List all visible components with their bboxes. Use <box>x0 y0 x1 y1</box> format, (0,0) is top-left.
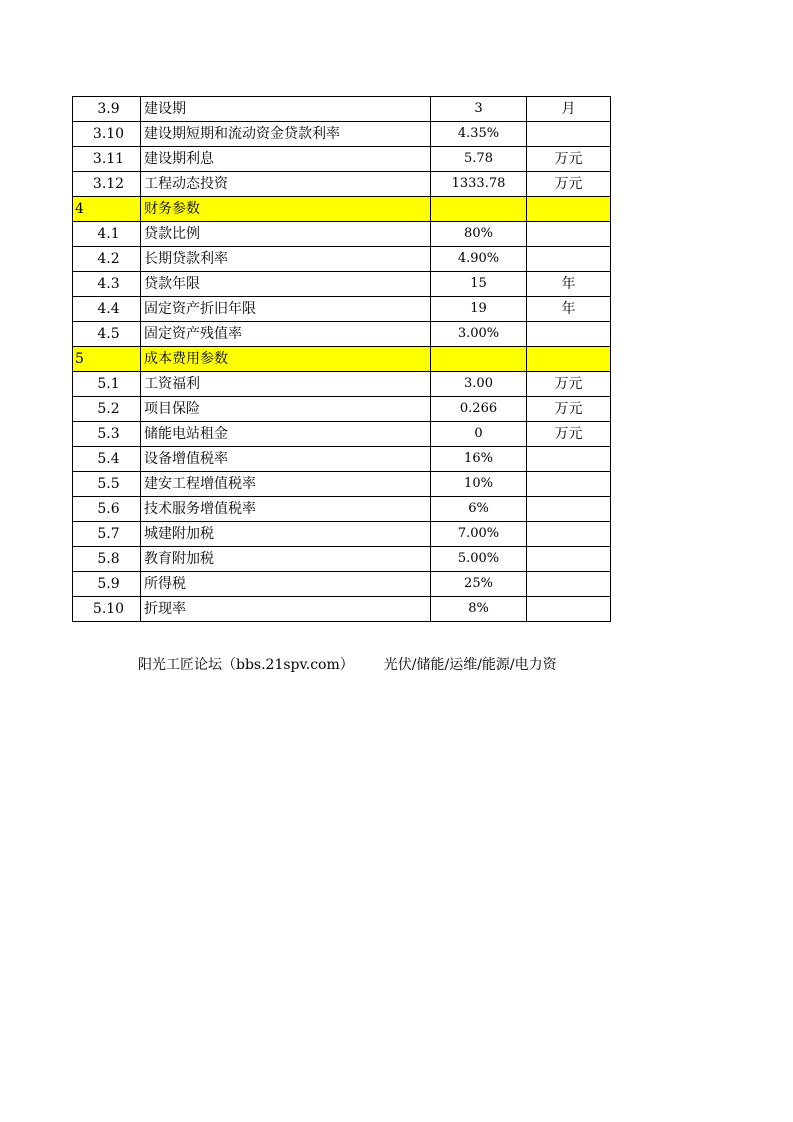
parameter-name-cell: 成本费用参数 <box>141 347 431 372</box>
parameter-name-cell: 技术服务增值税率 <box>141 497 431 522</box>
unit-cell: 万元 <box>527 397 611 422</box>
parameter-name-cell: 贷款比例 <box>141 222 431 247</box>
table-row <box>73 172 611 197</box>
unit-cell: 万元 <box>527 147 611 172</box>
parameter-value-cell: 5.78 <box>431 147 527 172</box>
table-row <box>73 397 611 422</box>
parameter-name-cell: 工资福利 <box>141 372 431 397</box>
parameter-name-cell: 储能电站租金 <box>141 422 431 447</box>
unit-cell <box>527 472 611 497</box>
parameter-value-cell: 8% <box>431 597 527 622</box>
row-number-cell: 5.7 <box>73 522 141 547</box>
parameter-value-cell: 4.35% <box>431 122 527 147</box>
table-row <box>73 372 611 397</box>
parameter-name-cell: 工程动态投资 <box>141 172 431 197</box>
parameter-value-cell: 10% <box>431 472 527 497</box>
parameter-value-cell: 0 <box>431 422 527 447</box>
row-number-cell: 4.1 <box>73 222 141 247</box>
parameter-name-cell: 固定资产折旧年限 <box>141 297 431 322</box>
footer-topics-text: 光伏/储能/运维/能源/电力资 <box>383 657 557 673</box>
unit-cell: 万元 <box>527 172 611 197</box>
unit-cell: 年 <box>527 272 611 297</box>
row-number-cell: 5.2 <box>73 397 141 422</box>
table-row <box>73 472 611 497</box>
parameter-name-cell: 建安工程增值税率 <box>141 472 431 497</box>
parameter-value-cell: 3.00 <box>431 372 527 397</box>
table-row <box>73 222 611 247</box>
parameter-value-cell: 6% <box>431 497 527 522</box>
parameter-name-cell: 建设期 <box>141 97 431 122</box>
unit-cell <box>527 347 611 372</box>
row-number-cell: 5.9 <box>73 572 141 597</box>
unit-cell <box>527 572 611 597</box>
row-number-cell: 5 <box>73 347 141 372</box>
parameter-name-cell: 建设期短期和流动资金贷款利率 <box>141 122 431 147</box>
parameter-name-cell: 贷款年限 <box>141 272 431 297</box>
parameter-name-cell: 城建附加税 <box>141 522 431 547</box>
parameter-value-cell: 80% <box>431 222 527 247</box>
parameter-value-cell: 3 <box>431 97 527 122</box>
row-number-cell: 3.10 <box>73 122 141 147</box>
table-row <box>73 297 611 322</box>
unit-cell: 万元 <box>527 422 611 447</box>
parameter-name-cell: 教育附加税 <box>141 547 431 572</box>
parameter-name-cell: 建设期利息 <box>141 147 431 172</box>
table-row <box>73 497 611 522</box>
row-number-cell: 5.8 <box>73 547 141 572</box>
row-number-cell: 5.3 <box>73 422 141 447</box>
parameter-table <box>72 96 611 622</box>
table-row <box>73 522 611 547</box>
parameter-name-cell: 固定资产残值率 <box>141 322 431 347</box>
unit-cell <box>527 497 611 522</box>
section-header-row <box>73 347 611 372</box>
unit-cell <box>527 222 611 247</box>
parameter-name-cell: 长期贷款利率 <box>141 247 431 272</box>
row-number-cell: 4.5 <box>73 322 141 347</box>
row-number-cell: 5.4 <box>73 447 141 472</box>
table-row <box>73 422 611 447</box>
row-number-cell: 3.12 <box>73 172 141 197</box>
table-row <box>73 97 611 122</box>
unit-cell <box>527 322 611 347</box>
parameter-value-cell <box>431 347 527 372</box>
unit-cell <box>527 247 611 272</box>
unit-cell: 万元 <box>527 372 611 397</box>
parameter-value-cell: 19 <box>431 297 527 322</box>
unit-cell <box>527 547 611 572</box>
table-row <box>73 247 611 272</box>
row-number-cell: 5.10 <box>73 597 141 622</box>
row-number-cell: 4 <box>73 197 141 222</box>
parameter-value-cell: 1333.78 <box>431 172 527 197</box>
unit-cell <box>527 122 611 147</box>
row-number-cell: 5.5 <box>73 472 141 497</box>
parameter-value-cell: 25% <box>431 572 527 597</box>
table-row <box>73 322 611 347</box>
footer-forum-text: 阳光工匠论坛（bbs.21spv.com） <box>138 657 354 673</box>
row-number-cell: 5.6 <box>73 497 141 522</box>
table-row <box>73 547 611 572</box>
row-number-cell: 5.1 <box>73 372 141 397</box>
unit-cell <box>527 447 611 472</box>
table-row <box>73 122 611 147</box>
unit-cell: 年 <box>527 297 611 322</box>
footer <box>138 654 557 674</box>
unit-cell <box>527 597 611 622</box>
parameter-name-cell: 折现率 <box>141 597 431 622</box>
table-row <box>73 447 611 472</box>
table-row <box>73 272 611 297</box>
parameter-name-cell: 项目保险 <box>141 397 431 422</box>
parameter-name-cell: 设备增值税率 <box>141 447 431 472</box>
parameter-value-cell: 7.00% <box>431 522 527 547</box>
unit-cell <box>527 522 611 547</box>
parameter-value-cell <box>431 197 527 222</box>
parameter-value-cell: 4.90% <box>431 247 527 272</box>
parameter-value-cell: 5.00% <box>431 547 527 572</box>
parameter-value-cell: 15 <box>431 272 527 297</box>
unit-cell <box>527 197 611 222</box>
row-number-cell: 4.3 <box>73 272 141 297</box>
section-header-row <box>73 197 611 222</box>
parameter-name-cell: 所得税 <box>141 572 431 597</box>
row-number-cell: 3.11 <box>73 147 141 172</box>
row-number-cell: 4.4 <box>73 297 141 322</box>
unit-cell: 月 <box>527 97 611 122</box>
parameter-value-cell: 16% <box>431 447 527 472</box>
row-number-cell: 3.9 <box>73 97 141 122</box>
parameter-name-cell: 财务参数 <box>141 197 431 222</box>
table-row <box>73 147 611 172</box>
table-row <box>73 572 611 597</box>
parameter-table-body <box>73 97 611 622</box>
table-row <box>73 597 611 622</box>
parameter-value-cell: 0.266 <box>431 397 527 422</box>
parameter-value-cell: 3.00% <box>431 322 527 347</box>
row-number-cell: 4.2 <box>73 247 141 272</box>
